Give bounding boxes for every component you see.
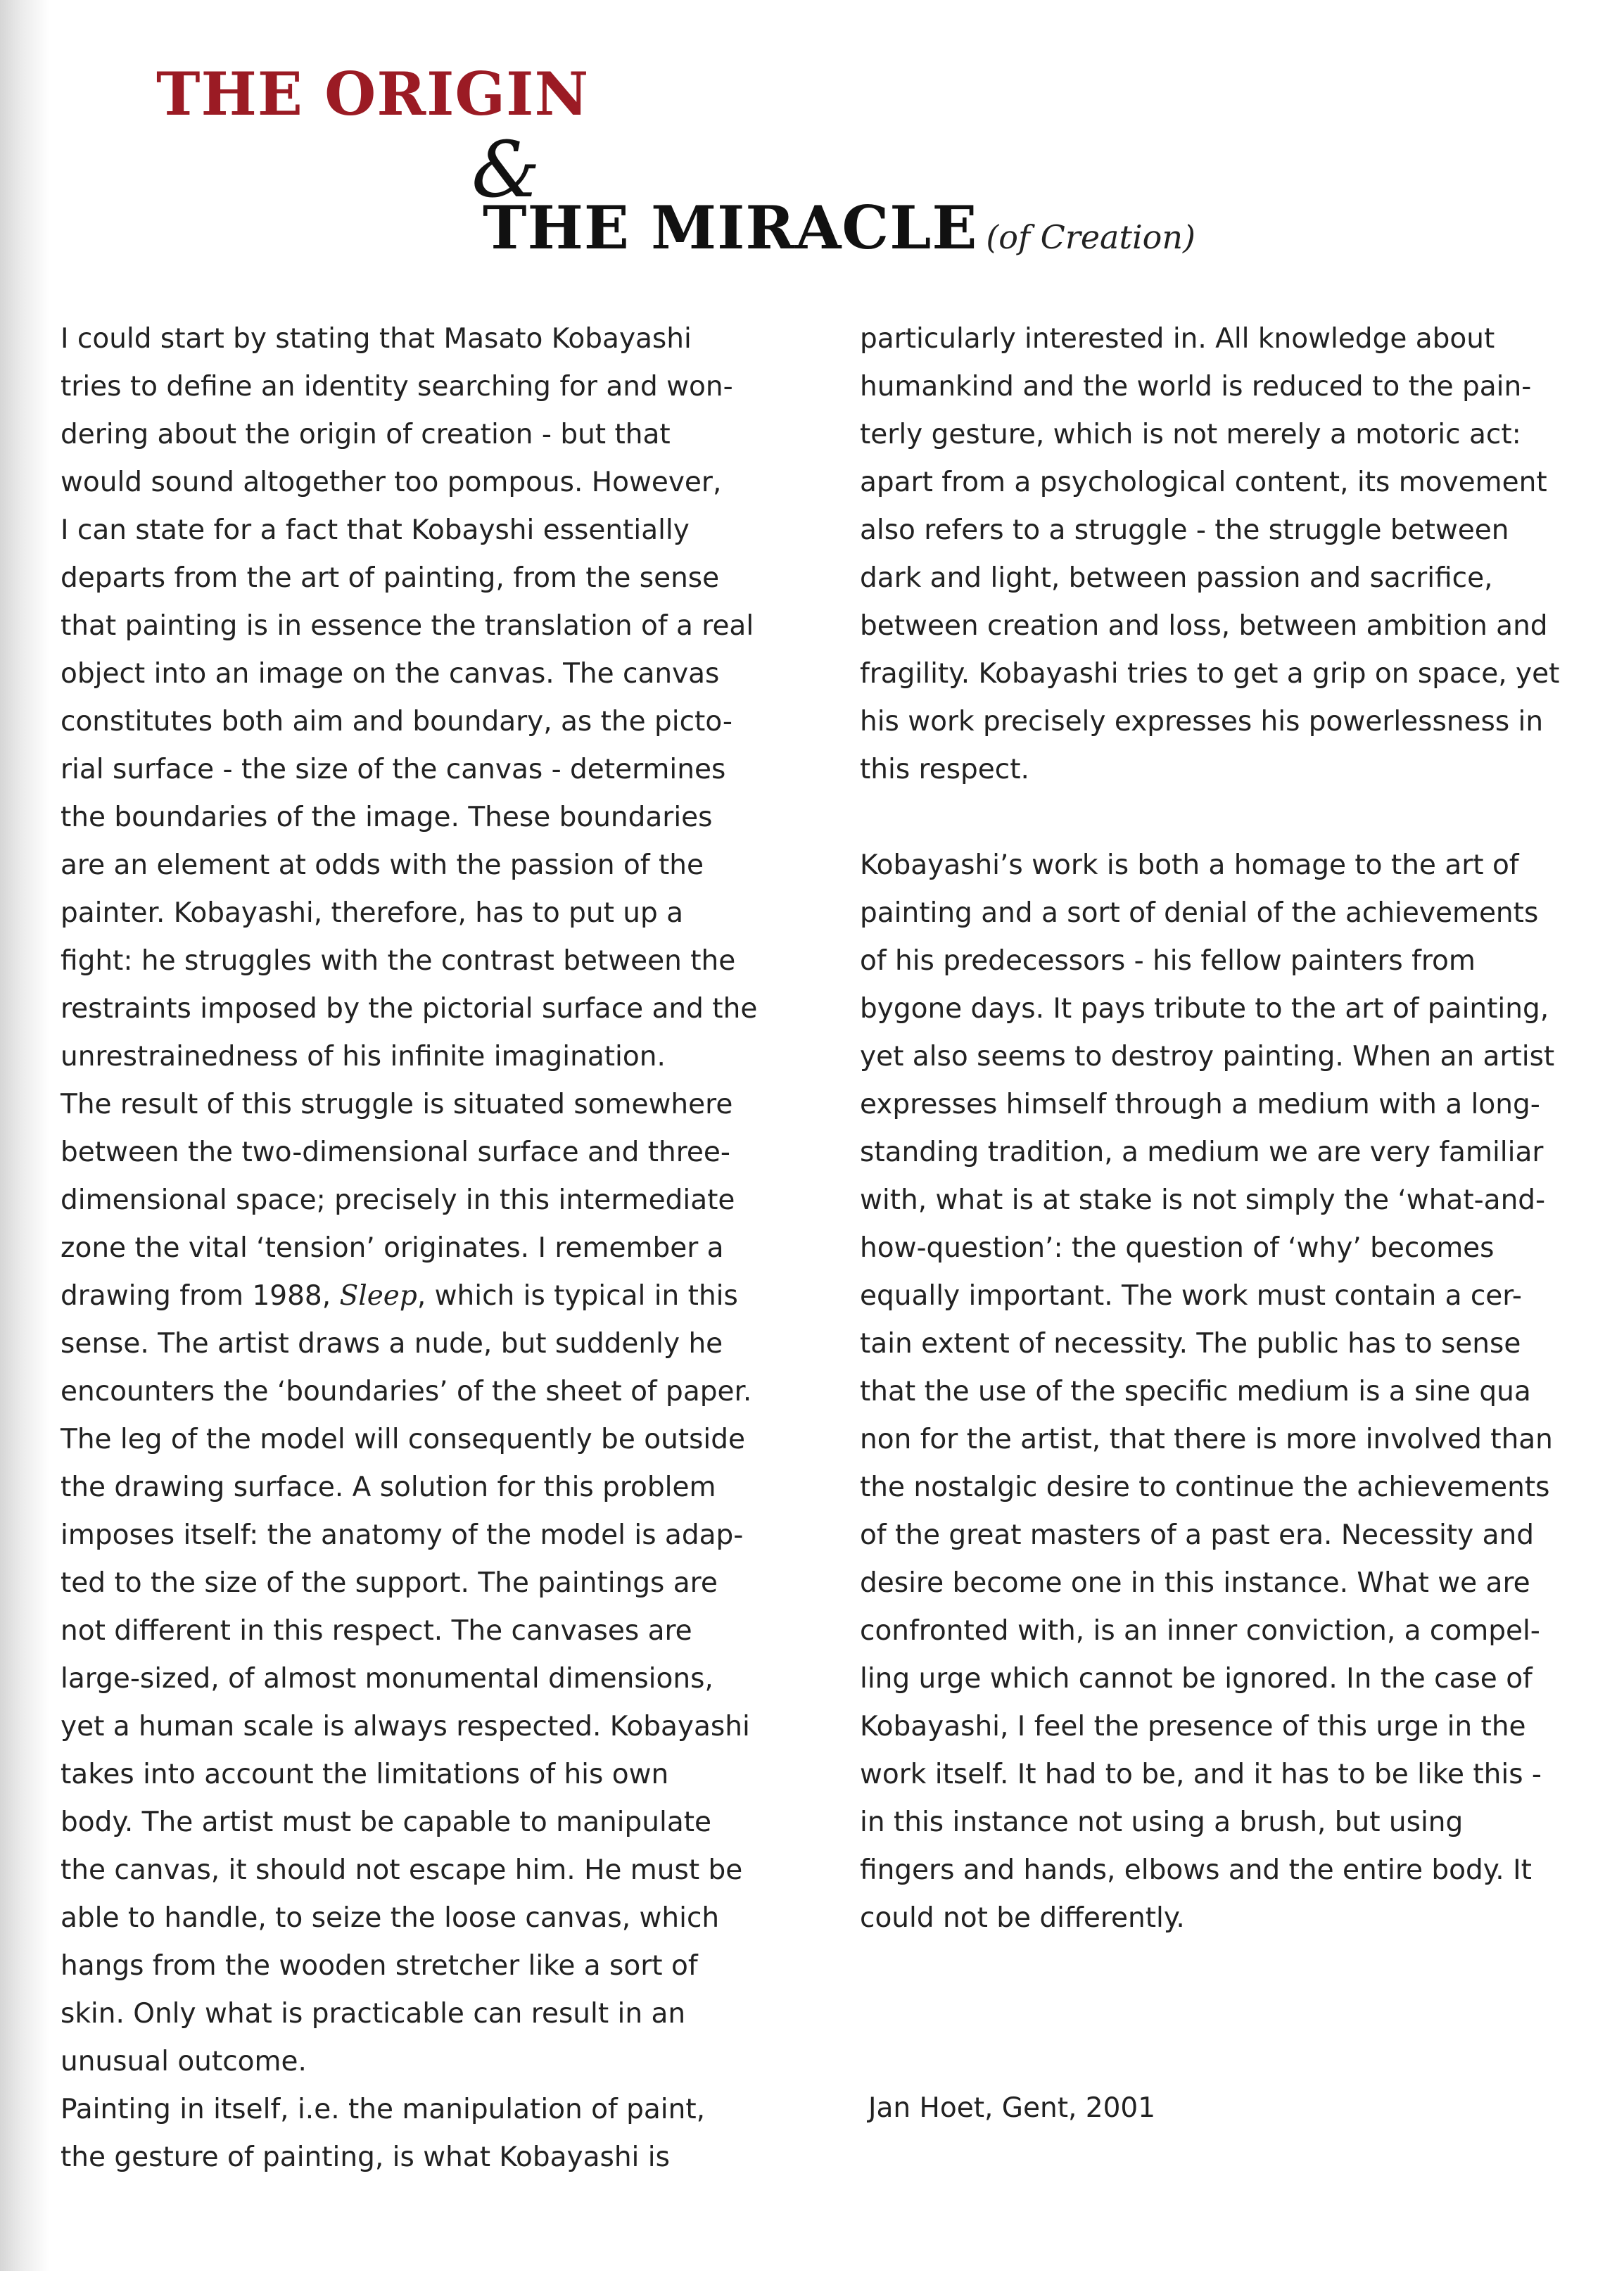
text-line: tain extent of necessity. The public has to sense <box>860 1328 1521 1360</box>
text-line: in this instance not using a brush, but using <box>860 1807 1464 1838</box>
right-column <box>860 315 1606 1942</box>
text-line: his work precisely expresses his powerlessness in <box>860 706 1544 738</box>
text-line: particularly interested in. All knowledge about <box>860 323 1495 355</box>
title-subtitle: (of Creation) <box>986 218 1195 256</box>
text-line: also refers to a struggle - the struggle between <box>860 514 1509 546</box>
text-line: object into an image on the canvas. The canvas <box>61 658 720 690</box>
text-line: the drawing surface. A solution for this problem <box>61 1472 716 1503</box>
text-line: yet a human scale is always respected. Kobayashi <box>61 1711 750 1742</box>
artwork-title: Sleep <box>339 1280 417 1312</box>
text-line: terly gesture, which is not merely a motoric act: <box>860 419 1521 450</box>
text-line: are an element at odds with the passion of the <box>61 849 704 881</box>
left-column <box>61 315 806 2182</box>
text-line: humankind and the world is reduced to the pain- <box>860 371 1532 403</box>
text-line: of the great masters of a past era. Necessity and <box>860 1519 1535 1551</box>
text-line: the gesture of painting, is what Kobayashi is <box>61 2142 670 2173</box>
paragraph-spacer <box>860 794 1606 842</box>
text-line: Kobayashi’s work is both a homage to the art of <box>860 849 1519 881</box>
text-line: body. The artist must be capable to manipulate <box>61 1807 712 1838</box>
text-line: dark and light, between passion and sacrifice, <box>860 562 1493 594</box>
text-line: would sound altogether too pompous. However, <box>61 467 722 498</box>
text-line: able to handle, to seize the loose canvas, which <box>61 1902 720 1934</box>
text-line: constitutes both aim and boundary, as the picto- <box>61 706 733 738</box>
text-line: painter. Kobayashi, therefore, has to put up a <box>61 897 684 929</box>
text-line: bygone days. It pays tribute to the art of painting, <box>860 993 1549 1025</box>
author-signature: Jan Hoet, Gent, 2001 <box>868 2092 1156 2124</box>
text-line: Kobayashi, I feel the presence of this urge in the <box>860 1711 1526 1742</box>
page-gutter-shadow <box>0 0 49 2271</box>
text-line: Painting in itself, i.e. the manipulation of paint, <box>61 2094 706 2125</box>
text-line: ling urge which cannot be ignored. In the case of <box>860 1663 1533 1695</box>
text-line: not different in this respect. The canvases are <box>61 1615 692 1647</box>
text-line: I can state for a fact that Kobayshi essentially <box>61 514 690 546</box>
text-line: unusual outcome. <box>61 2046 307 2077</box>
text-line: the canvas, it should not escape him. He must be <box>61 1854 743 1886</box>
text-line: The result of this struggle is situated somewhere <box>61 1089 733 1120</box>
text-line: ted to the size of the support. The paintings are <box>61 1567 718 1599</box>
text-line: equally important. The work must contain a cer- <box>860 1280 1522 1312</box>
text-line: fingers and hands, elbows and the entire body. It <box>860 1854 1532 1886</box>
text-line: could not be differently. <box>860 1902 1185 1934</box>
text-line: that painting is in essence the translation of a real <box>61 610 754 642</box>
text-line: zone the vital ‘tension’ originates. I remember a <box>61 1232 724 1264</box>
text-line: fight: he struggles with the contrast between the <box>61 945 736 977</box>
text-line: this respect. <box>860 754 1029 785</box>
text-line: fragility. Kobayashi tries to get a grip on space, yet <box>860 658 1560 690</box>
text-line: departs from the art of painting, from the sense <box>61 562 720 594</box>
text-line: of his predecessors - his fellow painters from <box>860 945 1476 977</box>
text-line: encounters the ‘boundaries’ of the sheet of paper. <box>61 1376 752 1407</box>
title-ampersand: & <box>471 125 540 215</box>
text-line: standing tradition, a medium we are very familiar <box>860 1137 1544 1168</box>
text-line: apart from a psychological content, its movement <box>860 467 1547 498</box>
text-line: between the two-dimensional surface and three- <box>61 1137 730 1168</box>
text-line: tries to define an identity searching for and won- <box>61 371 733 403</box>
text-line: unrestrainedness of his infinite imagination. <box>61 1041 666 1073</box>
text-line: sense. The artist draws a nude, but suddenly he <box>61 1328 723 1360</box>
text-line: with, what is at stake is not simply the ‘what-and- <box>860 1184 1546 1216</box>
text-line: between creation and loss, between ambition and <box>860 610 1548 642</box>
text-line: I could start by stating that Masato Kobayashi <box>61 323 692 355</box>
text-line: dimensional space; precisely in this intermediate <box>61 1184 735 1216</box>
text-line: takes into account the limitations of his own <box>61 1759 669 1790</box>
text-line: how-question’: the question of ‘why’ becomes <box>860 1232 1495 1264</box>
text-line: hangs from the wooden stretcher like a sort of <box>61 1950 698 1982</box>
text-line: the nostalgic desire to continue the achievements <box>860 1472 1550 1503</box>
text-line: confronted with, is an inner conviction, a compel- <box>860 1615 1540 1647</box>
text-line: restraints imposed by the pictorial surface and the <box>61 993 758 1025</box>
title-line-origin: THE ORIGIN <box>156 59 590 129</box>
title-miracle-text: THE MIRACLE <box>483 193 978 262</box>
text-line: yet also seems to destroy painting. When an artist <box>860 1041 1555 1073</box>
text-line: that the use of the specific medium is a sine qua <box>860 1376 1531 1407</box>
text-line: desire become one in this instance. What we are <box>860 1567 1530 1599</box>
text-line: imposes itself: the anatomy of the model is adap- <box>61 1519 744 1551</box>
text-line: drawing from 1988, Sleep, which is typical in this <box>61 1280 738 1312</box>
text-line: The leg of the model will consequently be outside <box>61 1424 745 1455</box>
text-line: large-sized, of almost monumental dimensions, <box>61 1663 713 1695</box>
text-line: work itself. It had to be, and it has to be like this - <box>860 1759 1542 1790</box>
text-line: non for the artist, that there is more involved than <box>860 1424 1553 1455</box>
text-line: painting and a sort of denial of the achievements <box>860 897 1539 929</box>
text-line: skin. Only what is practicable can result in an <box>61 1998 686 2030</box>
text-line: rial surface - the size of the canvas - determines <box>61 754 726 785</box>
text-line: expresses himself through a medium with a long- <box>860 1089 1540 1120</box>
text-line: dering about the origin of creation - but that <box>61 419 671 450</box>
title-line-miracle <box>483 193 1195 262</box>
text-line: the boundaries of the image. These boundaries <box>61 802 713 833</box>
